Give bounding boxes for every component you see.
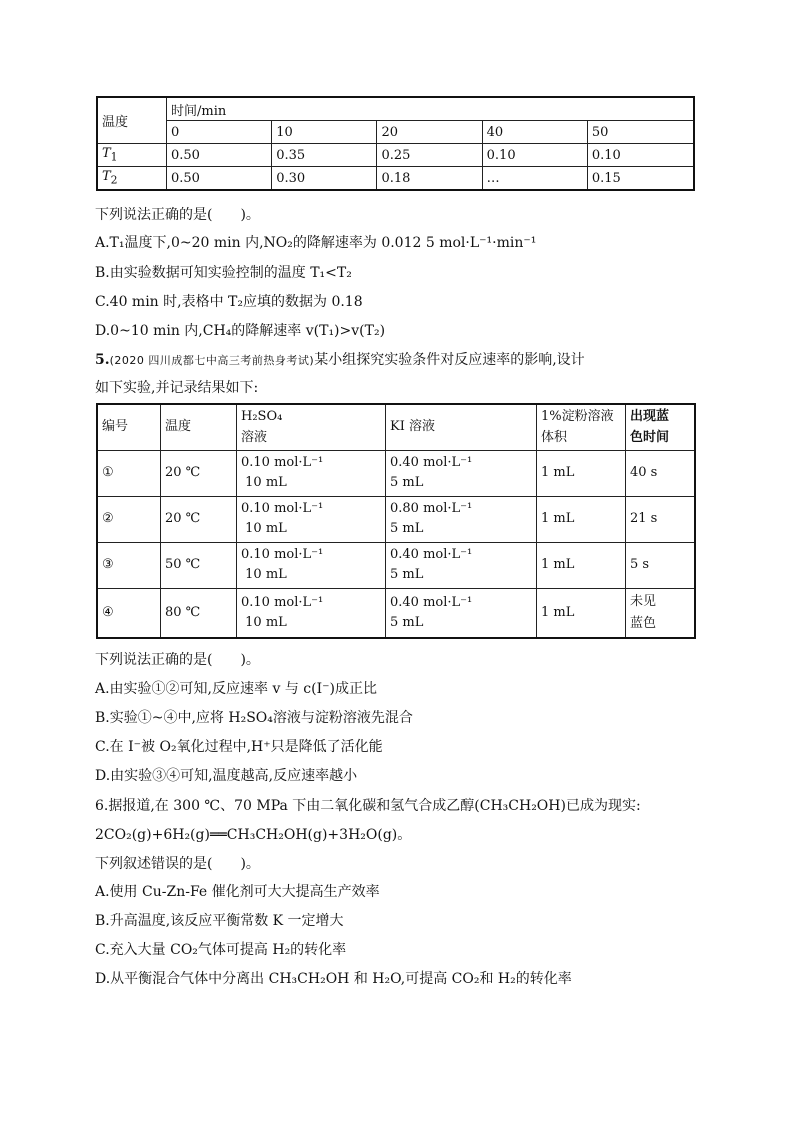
q5-intro-line-1 [95,351,585,370]
row-h2so4: 0.10 mol·L⁻¹ 10 mL [237,588,386,638]
table-row [97,496,695,542]
header-starch: 1%淀粉溶液 体积 [537,404,626,450]
header-ki: KI 溶液 [386,404,537,450]
value-cell: 0.25 [377,144,482,167]
row-starch: 1 mL [537,496,626,542]
row-temp: 50 ℃ [161,542,237,588]
value-cell: … [482,167,587,191]
time-cell: 40 [482,121,587,144]
row-h2so4: 0.10 mol·L⁻¹ 10 mL [237,496,386,542]
row-label: $T_2$ [97,167,167,191]
row-id: ④ [97,588,161,638]
q5-option-a[interactable]: A.由实验①②可知,反应速率 v 与 c(I⁻)成正比 [95,681,377,697]
row-h2so4: 0.10 mol·L⁻¹ 10 mL [237,450,386,496]
header-id: 编号 [97,404,161,450]
q4-option-a[interactable]: A.T₁温度下,0~20 min 内,NO₂的降解速率为 0.012 5 mol·L⁻¹·min⁻¹ [95,235,537,251]
data-table-1 [96,96,695,191]
q6-equation: 2CO₂(g)+6H₂(g)══CH₃CH₂OH(g)+3H₂O(g)。 [95,827,412,843]
row-id: ① [97,450,161,496]
time-cell: 0 [167,121,272,144]
row-id: ② [97,496,161,542]
row-starch: 1 mL [537,588,626,638]
question-number: 5. [95,352,110,368]
value-cell: 0.35 [272,144,377,167]
value-cell: 0.18 [377,167,482,191]
q5-intro-text: 某小组探究实验条件对反应速率的影响,设计 [314,352,585,368]
q4-option-c[interactable]: C.40 min 时,表格中 T₂应填的数据为 0.18 [95,294,363,310]
q4-option-b[interactable]: B.由实验数据可知实验控制的温度 T₁<T₂ [95,265,352,281]
value-cell: 0.10 [482,144,587,167]
question-source: (2020 四川成都七中高三考前热身考试) [109,354,315,367]
q5-option-d[interactable]: D.由实验③④可知,温度越高,反应速率越小 [95,768,358,784]
row-h2so4: 0.10 mol·L⁻¹ 10 mL [237,542,386,588]
header-time: 出现蓝 色时间 [626,404,696,450]
row-header: 温度 [97,97,167,144]
col-header: 时间/min [167,97,695,121]
q4-option-d[interactable]: D.0~10 min 内,CH₄的降解速率 v(T₁)>v(T₂) [95,323,386,339]
row-id: ③ [97,542,161,588]
value-cell: 0.50 [167,167,272,191]
row-starch: 1 mL [537,542,626,588]
table-row [97,450,695,496]
row-time: 未见 蓝色 [626,588,696,638]
q5-option-c[interactable]: C.在 I⁻被 O₂氧化过程中,H⁺只是降低了活化能 [95,739,383,755]
q6-option-b[interactable]: B.升高温度,该反应平衡常数 K 一定增大 [95,913,344,929]
row-time: 5 s [626,542,696,588]
row-ki: 0.40 mol·L⁻¹ 5 mL [386,588,537,638]
row-starch: 1 mL [537,450,626,496]
value-cell: 0.50 [167,144,272,167]
q6-option-a[interactable]: A.使用 Cu-Zn-Fe 催化剂可大大提高生产效率 [95,884,380,900]
table-row [97,542,695,588]
row-label: $T_1$ [97,144,167,167]
time-cell: 20 [377,121,482,144]
q5-stem: 下列说法正确的是( )。 [95,652,260,668]
q5-intro-line-2: 如下实验,并记录结果如下: [95,380,259,396]
value-cell: 0.30 [272,167,377,191]
time-cell: 50 [587,121,694,144]
experiment-table [96,403,696,639]
q6-option-d[interactable]: D.从平衡混合气体中分离出 CH₃CH₂OH 和 H₂O,可提高 CO₂和 H₂的转化率 [95,971,572,987]
table-row [97,588,695,638]
row-temp: 20 ℃ [161,450,237,496]
q6-stem: 下列叙述错误的是( )。 [95,856,260,872]
q4-stem: 下列说法正确的是( )。 [95,207,260,223]
row-ki: 0.40 mol·L⁻¹ 5 mL [386,542,537,588]
row-time: 40 s [626,450,696,496]
row-temp: 20 ℃ [161,496,237,542]
row-time: 21 s [626,496,696,542]
row-temp: 80 ℃ [161,588,237,638]
value-cell: 0.15 [587,167,694,191]
row-ki: 0.80 mol·L⁻¹ 5 mL [386,496,537,542]
header-h2so4: H₂SO₄ 溶液 [237,404,386,450]
value-cell: 0.10 [587,144,694,167]
q6-intro: 6.据报道,在 300 ℃、70 MPa 下由二氧化碳和氢气合成乙醇(CH₃CH₂OH)已成为现实: [95,798,641,814]
header-temp: 温度 [161,404,237,450]
time-cell: 10 [272,121,377,144]
q5-option-b[interactable]: B.实验①~④中,应将 H₂SO₄溶液与淀粉溶液先混合 [95,710,413,726]
row-ki: 0.40 mol·L⁻¹ 5 mL [386,450,537,496]
q6-option-c[interactable]: C.充入大量 CO₂气体可提高 H₂的转化率 [95,942,347,958]
